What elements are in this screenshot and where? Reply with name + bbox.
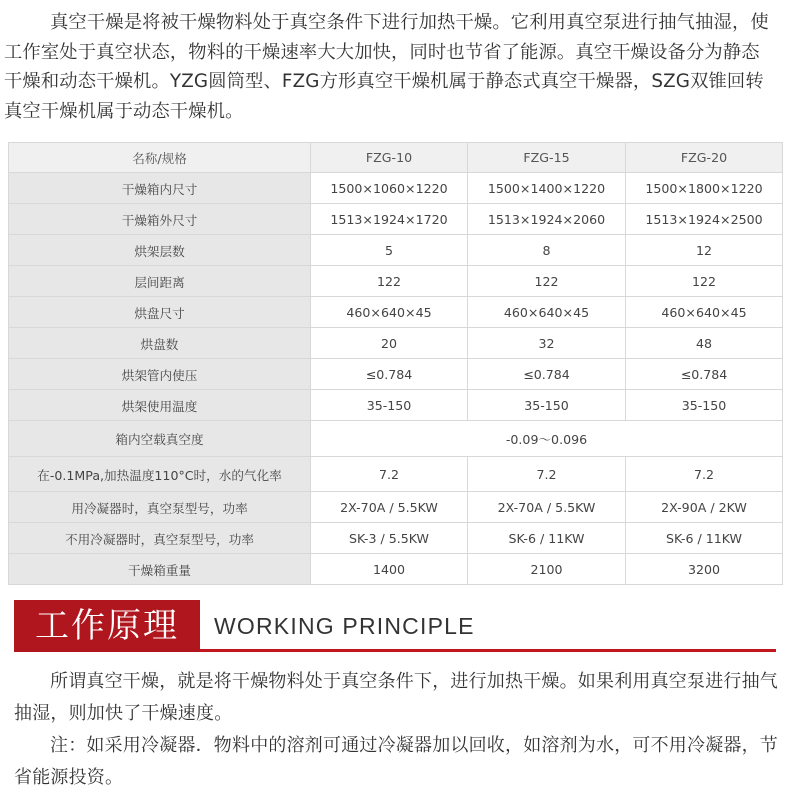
table-row: [9, 554, 783, 585]
table-cell: 2100: [468, 554, 626, 585]
header-cell-model: FZG-10: [311, 143, 468, 173]
row-label: 在-0.1MPa,加热温度110°C时，水的气化率: [9, 457, 311, 492]
table-cell: SK-6 / 11KW: [468, 523, 626, 554]
table-cell: 1400: [311, 554, 468, 585]
table-cell: 122: [468, 266, 626, 297]
table-row: [9, 204, 783, 235]
table-cell: 3200: [626, 554, 783, 585]
table-cell: 1500×1400×1220: [468, 173, 626, 204]
row-label: 层间距离: [9, 266, 311, 297]
table-cell: 7.2: [468, 457, 626, 492]
table-cell: 48: [626, 328, 783, 359]
section-underline: [200, 649, 776, 652]
table-cell: 460×640×45: [311, 297, 468, 328]
table-row: [9, 492, 783, 523]
header-cell-model: FZG-15: [468, 143, 626, 173]
principle-body: [0, 666, 790, 794]
table-cell: 20: [311, 328, 468, 359]
row-label: 不用冷凝器时，真空泵型号，功率: [9, 523, 311, 554]
table-cell: 2X-70A / 5.5KW: [311, 492, 468, 523]
table-cell: 1500×1800×1220: [626, 173, 783, 204]
table-cell: 12: [626, 235, 783, 266]
table-cell: ≤0.784: [468, 359, 626, 390]
row-label: 干燥箱内尺寸: [9, 173, 311, 204]
table-cell: 35-150: [626, 390, 783, 421]
table-cell: ≤0.784: [311, 359, 468, 390]
table-cell: 5: [311, 235, 468, 266]
table-cell: 122: [311, 266, 468, 297]
table-cell: 460×640×45: [468, 297, 626, 328]
table-cell: 1500×1060×1220: [311, 173, 468, 204]
header-cell-model: FZG-20: [626, 143, 783, 173]
principle-paragraph: 所谓真空干燥，就是将干燥物料处于真空条件下，进行加热干燥。如果利用真空泵进行抽气抽湿，则加快了干燥速度。: [14, 671, 778, 724]
table-cell: SK-3 / 5.5KW: [311, 523, 468, 554]
table-cell: 2X-90A / 2KW: [626, 492, 783, 523]
row-label: 干燥箱外尺寸: [9, 204, 311, 235]
table-cell: SK-6 / 11KW: [626, 523, 783, 554]
section-heading-working-principle: [14, 600, 776, 652]
spec-table: [8, 142, 783, 585]
table-cell: 32: [468, 328, 626, 359]
table-row: [9, 266, 783, 297]
table-cell: 1513×1924×2500: [626, 204, 783, 235]
row-label: 箱内空载真空度: [9, 421, 311, 457]
note-paragraph: 注：如采用冷凝器．物料中的溶剂可通过冷凝器加以回收，如溶剂为水，可不用冷凝器，节省能源投资。: [14, 735, 778, 788]
header-cell-name: 名称/规格: [9, 143, 311, 173]
table-cell: 7.2: [626, 457, 783, 492]
row-label: 干燥箱重量: [9, 554, 311, 585]
table-row: [9, 421, 783, 457]
table-row: [9, 457, 783, 492]
table-row: [9, 359, 783, 390]
intro-section: [0, 0, 790, 140]
row-label: 烘架使用温度: [9, 390, 311, 421]
table-cell: 1513×1924×2060: [468, 204, 626, 235]
table-cell: 35-150: [468, 390, 626, 421]
table-row: [9, 390, 783, 421]
table-cell: 7.2: [311, 457, 468, 492]
table-cell: 460×640×45: [626, 297, 783, 328]
table-row: [9, 297, 783, 328]
table-cell: 122: [626, 266, 783, 297]
row-label: 用冷凝器时，真空泵型号，功率: [9, 492, 311, 523]
table-cell: 1513×1924×1720: [311, 204, 468, 235]
table-cell: ≤0.784: [626, 359, 783, 390]
table-cell: 8: [468, 235, 626, 266]
table-row: [9, 235, 783, 266]
row-label: 烘架层数: [9, 235, 311, 266]
table-row: [9, 328, 783, 359]
table-cell: 35-150: [311, 390, 468, 421]
table-cell-merged: -0.09～0.096: [311, 421, 783, 457]
table-header-row: [9, 143, 783, 173]
table-row: [9, 523, 783, 554]
row-label: 烘架管内使压: [9, 359, 311, 390]
table-cell: 2X-70A / 5.5KW: [468, 492, 626, 523]
row-label: 烘盘尺寸: [9, 297, 311, 328]
row-label: 烘盘数: [9, 328, 311, 359]
intro-paragraph: 真空干燥是将被干燥物料处于真空条件下进行加热干燥。它利用真空泵进行抽气抽湿，使工作室处于真空状态，物料的干燥速率大大加快，同时也节省了能源。真空干燥设备分为静态干燥和动态干燥机。YZG圆筒型、FZG方形真空干燥机属于静态式真空干燥器，SZG双锥回转真空干燥机属于动态干燥机。: [4, 12, 769, 122]
table-row: [9, 173, 783, 204]
section-title-cn: 工作原理: [14, 600, 200, 652]
section-title-en: WORKING PRINCIPLE: [214, 613, 475, 639]
